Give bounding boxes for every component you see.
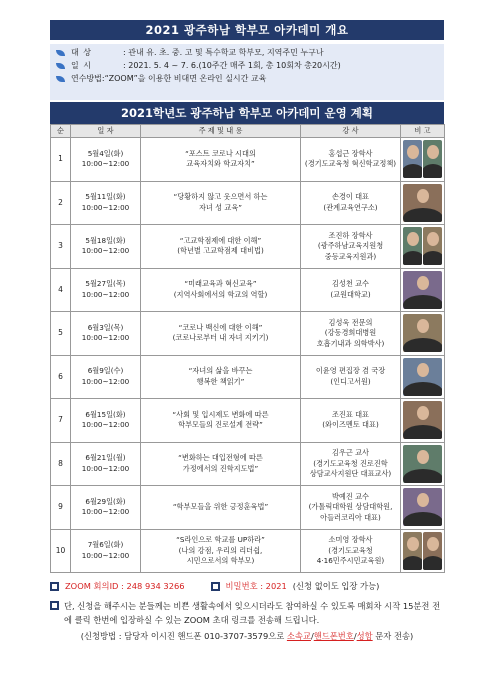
row-no: 1 bbox=[51, 138, 71, 182]
zoom-info-row bbox=[50, 579, 444, 593]
date-text: 5월11일(화) bbox=[85, 192, 126, 202]
row-note bbox=[401, 181, 445, 225]
lecturer-line: 박예진 교수 bbox=[331, 491, 369, 501]
plan-title: 2021학년도 광주하남 학부모 아카데미 운영 계획 bbox=[50, 102, 444, 124]
row-lecturer bbox=[301, 355, 401, 399]
header-note: 비 고 bbox=[401, 125, 445, 138]
apply-suffix: 문자 전송) bbox=[375, 631, 414, 641]
lecturer-line: 김성욱 전문의 bbox=[328, 317, 373, 327]
topic-line: “포스트 코로나 시대의 bbox=[185, 148, 256, 158]
date-text: 7월6일(화) bbox=[87, 540, 124, 550]
row-no: 5 bbox=[51, 312, 71, 356]
time-text: 10:00~12:00 bbox=[81, 507, 130, 517]
photo-group bbox=[403, 313, 442, 353]
topic-line: “고교학점제에 대한 이해” bbox=[179, 235, 262, 245]
row-no: 2 bbox=[51, 181, 71, 225]
row-note bbox=[401, 442, 445, 486]
topic-line: 학부모들의 진로설계 전략” bbox=[178, 420, 263, 430]
time-text: 10:00~12:00 bbox=[81, 420, 130, 430]
square-bullet-icon bbox=[50, 582, 59, 591]
row-note bbox=[401, 225, 445, 269]
overview-sep: : bbox=[123, 61, 126, 70]
time-text: 10:00~12:00 bbox=[81, 202, 130, 212]
photo-group bbox=[403, 400, 442, 440]
lecturer-line: (경기도교육청 진로진학 bbox=[313, 458, 388, 468]
lecturer-photo bbox=[423, 532, 442, 570]
time-text: 10:00~12:00 bbox=[81, 246, 130, 256]
header-date: 일 자 bbox=[71, 125, 141, 138]
header-no: 순 bbox=[51, 125, 71, 138]
topic-line: (학년별 고교학점제 대비법) bbox=[177, 246, 264, 256]
lecturer-line: 김성천 교수 bbox=[331, 279, 369, 289]
leaf-bullet-icon bbox=[56, 50, 65, 56]
row-note bbox=[401, 399, 445, 443]
lecturer-photo bbox=[403, 488, 442, 526]
date-text: 5월27일(목) bbox=[85, 279, 126, 289]
row-topic bbox=[141, 399, 301, 443]
row-lecturer bbox=[301, 442, 401, 486]
row-date bbox=[71, 399, 141, 443]
lecturer-line: (가톨릭대학원 상담대학원, bbox=[308, 502, 393, 511]
topic-line: (지역사회에서의 학교의 역할) bbox=[173, 289, 268, 299]
lecturer-photo bbox=[403, 314, 442, 352]
row-note bbox=[401, 312, 445, 356]
time-text: 10:00~12:00 bbox=[81, 463, 130, 473]
row-topic bbox=[141, 181, 301, 225]
overview-row bbox=[56, 46, 438, 59]
row-date bbox=[71, 486, 141, 530]
row-lecturer bbox=[301, 486, 401, 530]
lecturer-line: 아들러코리아 대표) bbox=[320, 512, 381, 522]
topic-line: “코로나 백신에 대한 이해” bbox=[178, 322, 263, 332]
row-lecturer bbox=[301, 529, 401, 573]
table-header-row bbox=[51, 125, 445, 138]
topic-line: (코로나로부터 내 자녀 지키기) bbox=[172, 333, 269, 343]
plan-section bbox=[50, 102, 444, 573]
square-bullet-icon bbox=[211, 582, 220, 591]
leaf-bullet-icon bbox=[56, 63, 65, 69]
row-lecturer bbox=[301, 225, 401, 269]
lecturer-photo bbox=[403, 140, 422, 178]
topic-line: “사회 및 입시제도 변화에 따른 bbox=[172, 409, 269, 419]
date-text: 6월9일(수) bbox=[87, 366, 124, 376]
row-no: 10 bbox=[51, 529, 71, 573]
lecturer-line: 김우근 교사 bbox=[331, 448, 369, 457]
date-text: 6월21일(월) bbox=[85, 453, 126, 463]
table-row bbox=[51, 529, 445, 573]
row-date bbox=[71, 442, 141, 486]
table-row bbox=[51, 442, 445, 486]
square-bullet-icon bbox=[50, 601, 59, 610]
row-no: 8 bbox=[51, 442, 71, 486]
topic-line: 행복한 책읽기” bbox=[196, 376, 245, 386]
lecturer-line: 4·16민주시민교육원) bbox=[316, 556, 385, 565]
row-no: 3 bbox=[51, 225, 71, 269]
lecturer-line: (교원대학교) bbox=[330, 289, 371, 299]
lecturer-photo bbox=[423, 227, 442, 265]
topic-line: 가정에서의 진학지도법” bbox=[182, 463, 259, 473]
date-text: 5월18일(화) bbox=[85, 235, 126, 245]
row-topic bbox=[141, 225, 301, 269]
apply-school: 소속교 bbox=[286, 631, 311, 641]
zoom-password: 비밀번호 : 2021 bbox=[225, 581, 287, 591]
row-topic bbox=[141, 355, 301, 399]
row-no: 7 bbox=[51, 399, 71, 443]
apply-phone: 핸드폰번호 bbox=[313, 631, 354, 641]
row-lecturer bbox=[301, 138, 401, 182]
row-lecturer bbox=[301, 268, 401, 312]
photo-group bbox=[403, 357, 442, 397]
time-text: 10:00~12:00 bbox=[81, 550, 130, 560]
topic-line: 자녀 성 교육” bbox=[198, 202, 242, 212]
row-topic bbox=[141, 312, 301, 356]
time-text: 10:00~12:00 bbox=[81, 289, 130, 299]
lecturer-photo bbox=[403, 401, 442, 439]
date-text: 6월15일(화) bbox=[85, 409, 126, 419]
photo-group bbox=[403, 226, 442, 266]
topic-line: (나의 강점, 우리의 리더쉽, bbox=[178, 545, 263, 555]
time-text: 10:00~12:00 bbox=[81, 376, 130, 386]
row-topic bbox=[141, 486, 301, 530]
apply-name: 성함 bbox=[356, 631, 373, 641]
row-lecturer bbox=[301, 181, 401, 225]
leaf-bullet-icon bbox=[56, 76, 65, 82]
row-note bbox=[401, 268, 445, 312]
time-text: 10:00~12:00 bbox=[81, 333, 130, 343]
overview-row bbox=[56, 59, 438, 72]
lecturer-line: 홍섭근 장학사 bbox=[328, 148, 373, 158]
lecturer-photo bbox=[423, 140, 442, 178]
overview-box bbox=[50, 44, 444, 100]
lecturer-line: 중등교육지원과) bbox=[324, 251, 377, 261]
time-text: 10:00~12:00 bbox=[81, 159, 130, 169]
photo-group bbox=[403, 270, 442, 310]
overview-sep: : bbox=[101, 74, 105, 83]
lecturer-photo bbox=[403, 227, 422, 265]
lecturer-line: (강동경희대병원 bbox=[324, 328, 377, 337]
lecturer-line: 조진표 대표 bbox=[331, 409, 369, 419]
topic-line: 교육자치와 학교자치” bbox=[186, 159, 255, 169]
row-date bbox=[71, 268, 141, 312]
table-row bbox=[51, 181, 445, 225]
overview-row bbox=[56, 72, 438, 85]
row-date bbox=[71, 181, 141, 225]
topic-line: “학부모들을 위한 긍정훈육법” bbox=[172, 502, 269, 511]
row-date bbox=[71, 529, 141, 573]
table-body bbox=[51, 138, 445, 573]
apply-prefix: (신청방법 : 담당자 이시진 핸드폰 010-3707-3579으로 bbox=[80, 631, 285, 641]
lecturer-line: (경기도교육청 bbox=[328, 545, 373, 555]
photo-group bbox=[403, 444, 442, 484]
photo-group bbox=[403, 487, 442, 527]
topic-line: “당황하지 않고 웃으면서 하는 bbox=[173, 192, 268, 202]
row-date bbox=[71, 355, 141, 399]
table-row bbox=[51, 268, 445, 312]
topic-line: “미래교육과 혁신교육” bbox=[184, 279, 257, 289]
photo-group bbox=[403, 183, 442, 223]
footer bbox=[50, 579, 444, 643]
apply-method: (신청방법 : 담당자 이시진 핸드폰 010-3707-3579으로 소속교/핸드폰번호/성함 문자 전송) bbox=[80, 631, 414, 641]
overview-sep: : bbox=[123, 48, 126, 57]
table-row bbox=[51, 355, 445, 399]
header-lecturer: 강 사 bbox=[301, 125, 401, 138]
overview-key: 대 상 bbox=[71, 48, 92, 57]
date-text: 6월29일(화) bbox=[85, 496, 126, 506]
table-row bbox=[51, 486, 445, 530]
row-topic bbox=[141, 442, 301, 486]
table-row bbox=[51, 399, 445, 443]
lecturer-line: (관계교육연구소) bbox=[323, 202, 378, 212]
notice-text: 단, 신청을 해주시는 분들께는 비쁜 생활속에서 잊으시더라도 참여하실 수 있도록 매회차 시작 15분전 전에 클릭 한번에 입장하실 수 있는 ZOOM 초대 링크를 전송해 드립니다. bbox=[64, 601, 441, 625]
row-topic bbox=[141, 138, 301, 182]
lecturer-photo bbox=[403, 271, 442, 309]
overview-title: 2021 광주하남 학부모 아카데미 개요 bbox=[50, 20, 444, 40]
topic-line: “S라인으로 학교를 UP하라” bbox=[176, 535, 265, 544]
date-text: 6월3일(목) bbox=[87, 322, 124, 332]
lecturer-line: 손경이 대표 bbox=[331, 192, 369, 202]
lecturer-line: (인디고서원) bbox=[330, 376, 371, 386]
zoom-id: ZOOM 회의ID : 248 934 3266 bbox=[65, 581, 185, 591]
row-date bbox=[71, 138, 141, 182]
row-date bbox=[71, 225, 141, 269]
table-row bbox=[51, 138, 445, 182]
password-note: (신청 없이도 입장 가능) bbox=[292, 581, 380, 591]
lecturer-line: 조진하 장학사 bbox=[328, 230, 373, 240]
lecturer-line: 상담교사지원단 대표교사) bbox=[309, 469, 392, 478]
overview-value: “ZOOM”을 이용한 비대면 온라인 실시간 교육 bbox=[104, 74, 267, 83]
row-topic bbox=[141, 529, 301, 573]
table-row bbox=[51, 225, 445, 269]
row-lecturer bbox=[301, 312, 401, 356]
row-date bbox=[71, 312, 141, 356]
lecturer-photo bbox=[403, 445, 442, 483]
lecturer-line: (경기도교육청 혁신학교정책) bbox=[304, 159, 397, 169]
row-no: 9 bbox=[51, 486, 71, 530]
header-topic: 주 제 및 내 용 bbox=[141, 125, 301, 138]
row-lecturer bbox=[301, 399, 401, 443]
overview-value: 관내 유. 초. 중. 고 및 특수학교 학부모, 지역주민 누구나 bbox=[128, 48, 324, 57]
row-note bbox=[401, 529, 445, 573]
overview-key: 일 시 bbox=[71, 61, 92, 70]
overview-value: 2021. 5. 4 ~ 7. 6.(10주간 매주 1회, 총 10회차 총20시간) bbox=[128, 61, 341, 70]
topic-line: “변화하는 대입전형에 따른 bbox=[178, 453, 263, 463]
lecturer-line: 소미영 장학사 bbox=[328, 535, 373, 544]
topic-line: “자녀의 삶을 바꾸는 bbox=[188, 366, 253, 376]
lecturer-line: 이윤영 편집장 겸 국장 bbox=[315, 366, 386, 376]
photo-group bbox=[403, 531, 442, 571]
topic-line: 시민으로서의 학부모) bbox=[186, 556, 255, 565]
row-note bbox=[401, 138, 445, 182]
lecturer-line: (광주하남교육지원청 bbox=[317, 241, 384, 250]
row-note bbox=[401, 355, 445, 399]
row-no: 6 bbox=[51, 355, 71, 399]
schedule-table bbox=[50, 124, 445, 573]
lecturer-line: 호흡기내과 의학박사) bbox=[316, 338, 385, 348]
row-note bbox=[401, 486, 445, 530]
lecturer-photo bbox=[403, 358, 442, 396]
photo-group bbox=[403, 139, 442, 179]
lecturer-photo bbox=[403, 184, 442, 222]
row-no: 4 bbox=[51, 268, 71, 312]
lecturer-photo bbox=[403, 532, 422, 570]
lecturer-line: (와이즈멘토 대표) bbox=[322, 420, 379, 430]
table-row bbox=[51, 312, 445, 356]
overview-key: 연수방법 bbox=[71, 74, 102, 83]
date-text: 5월4일(화) bbox=[87, 148, 124, 158]
row-topic bbox=[141, 268, 301, 312]
notice bbox=[50, 599, 444, 627]
